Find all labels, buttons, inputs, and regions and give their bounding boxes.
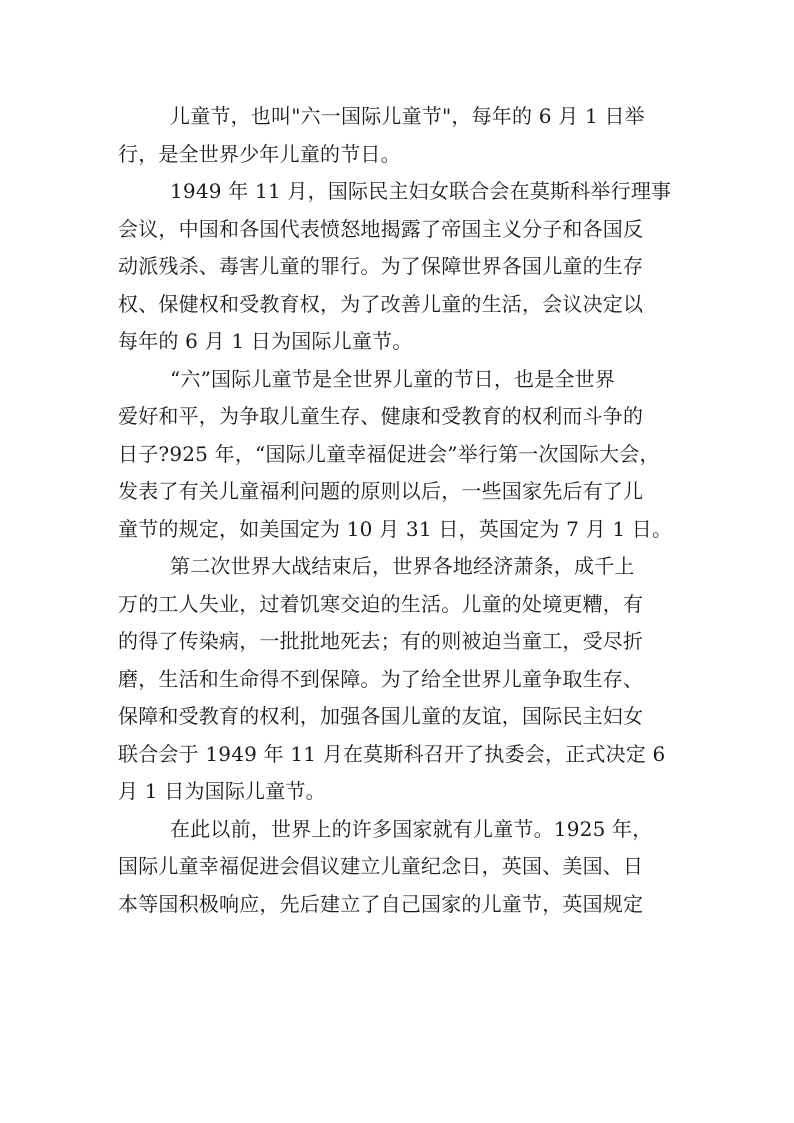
text-line: 万的工人失业，过着饥寒交迫的生活。儿童的处境更糟，有 <box>118 591 644 616</box>
text-line: 童节的规定，如美国定为 10 月 31 日，英国定为 7 月 1 日。 <box>118 516 673 541</box>
text-line: 动派残杀、毒害儿童的罪行。为了保障世界各国儿童的生存 <box>118 254 644 278</box>
paragraph-3 <box>118 361 678 549</box>
text-line: 月 1 日为国际儿童节。 <box>118 779 326 803</box>
text-line: 日子?925 年，“国际儿童幸福促进会”举行第一次国际大会， <box>118 441 660 466</box>
document-body <box>118 98 678 923</box>
text-line: 的得了传染病，一批批地死去；有的则被迫当童工，受尽折 <box>118 629 644 653</box>
text-line: 联合会于 1949 年 11 月在莫斯科召开了执委会，正式决定 6 <box>118 741 666 766</box>
text-line: 在此以前，世界上的许多国家就有儿童节。1925 年， <box>170 816 653 841</box>
text-line: 行，是全世界少年儿童的节日。 <box>118 141 401 166</box>
text-line: 爱好和平，为争取儿童生存、健康和受教育的权利而斗争的 <box>118 404 644 428</box>
text-line: 权、保健权和受教育权，为了改善儿童的生活，会议决定以 <box>118 291 644 316</box>
text-line: 磨，生活和生命得不到保障。为了给全世界儿童争取生存、 <box>118 666 644 691</box>
text-line: 1949 年 11 月，国际民主妇女联合会在莫斯科举行理事 <box>170 179 672 203</box>
paragraph-4 <box>118 548 678 811</box>
paragraph-2 <box>118 173 678 361</box>
text-line: “六”国际儿童节是全世界儿童的节日，也是全世界 <box>170 366 616 391</box>
text-line: 保障和受教育的权利，加强各国儿童的友谊，国际民主妇女 <box>118 704 644 728</box>
text-line: 本等国积极响应，先后建立了自己国家的儿童节，英国规定 <box>118 891 644 916</box>
text-line: 会议，中国和各国代表愤怒地揭露了帝国主义分子和各国反 <box>118 216 644 241</box>
text-line: 第二次世界大战结束后，世界各地经济萧条，成千上 <box>170 554 635 578</box>
paragraph-5 <box>118 811 678 924</box>
paragraph-1 <box>118 98 678 173</box>
text-line: 每年的 6 月 1 日为国际儿童节。 <box>118 329 413 353</box>
text-line: 儿童节，也叫"六一国际儿童节"，每年的 6 月 1 日举 <box>170 104 645 128</box>
text-line: 国际儿童幸福促进会倡议建立儿童纪念日，英国、美国、日 <box>118 854 644 878</box>
text-line: 发表了有关儿童福利问题的原则以后，一些国家先后有了儿 <box>118 479 644 503</box>
